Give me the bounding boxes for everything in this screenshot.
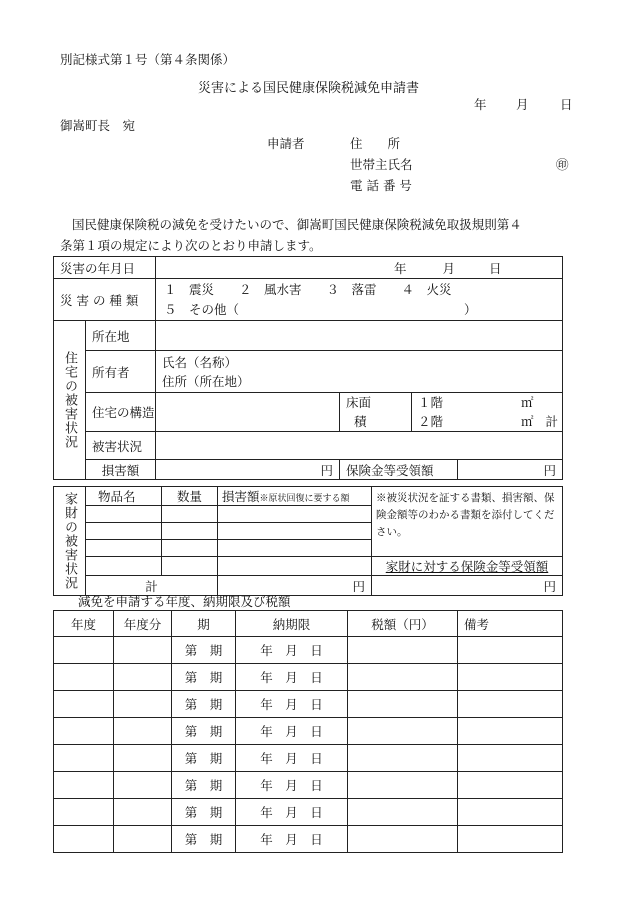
- damage-status-label: 被害状況: [86, 432, 156, 460]
- seal-mark: ㊞: [556, 157, 569, 172]
- loss-row-4[interactable]: [218, 557, 372, 576]
- year-portion-cell[interactable]: [114, 718, 172, 745]
- year-portion-cell[interactable]: [114, 745, 172, 772]
- year-portion-cell[interactable]: [114, 826, 172, 853]
- fiscal-year-cell[interactable]: [54, 691, 114, 718]
- disaster-type-label: 災 害 の 種 類: [54, 279, 156, 321]
- period-cell[interactable]: 第 期: [172, 826, 236, 853]
- loss-row-2[interactable]: [218, 523, 372, 540]
- structure-label: 住宅の構造: [86, 393, 156, 432]
- disaster-type-line1: １ 震災 ２ 風水害 ３ 落雷 ４ 火災: [164, 281, 452, 297]
- due-date-cell[interactable]: 年 月 日: [236, 664, 348, 691]
- remarks-cell[interactable]: [458, 664, 563, 691]
- owner-name-label: 氏名（名称）: [162, 354, 238, 370]
- col-due-date: 納期限: [236, 611, 348, 637]
- tax-table: [53, 610, 563, 853]
- remarks-cell[interactable]: [458, 637, 563, 664]
- col-period: 期: [172, 611, 236, 637]
- due-date-cell[interactable]: 年 月 日: [236, 718, 348, 745]
- housing-damage-label: 住宅の被害状況: [54, 321, 86, 480]
- household-sum-field[interactable]: 円: [218, 576, 372, 596]
- form-number: 別記様式第１号（第４条関係）: [60, 52, 236, 67]
- period-cell[interactable]: 第 期: [172, 637, 236, 664]
- period-cell[interactable]: 第 期: [172, 718, 236, 745]
- tax-amount-cell[interactable]: [348, 691, 458, 718]
- col-year-portion: 年度分: [114, 611, 172, 637]
- attachment-note: ※被災状況を証する書類、損害額、保険金額等のわかる書類を添付してください。: [372, 487, 563, 557]
- year-portion-cell[interactable]: [114, 691, 172, 718]
- year-portion-cell[interactable]: [114, 772, 172, 799]
- tax-amount-cell[interactable]: [348, 826, 458, 853]
- loss-row-1[interactable]: [218, 506, 372, 523]
- disaster-type-options[interactable]: [156, 279, 563, 321]
- disaster-type-line2: ５ その他（ ）: [164, 301, 477, 317]
- due-date-cell[interactable]: 年 月 日: [236, 745, 348, 772]
- period-cell[interactable]: 第 期: [172, 691, 236, 718]
- remarks-cell[interactable]: [458, 745, 563, 772]
- disaster-date-label: 災害の年月日: [54, 257, 156, 279]
- tax-row: [54, 772, 563, 799]
- qty-row-1[interactable]: [162, 506, 218, 523]
- tax-amount-cell[interactable]: [348, 637, 458, 664]
- qty-row-4[interactable]: [162, 557, 218, 576]
- damage-amount-label: 損害額: [86, 460, 156, 480]
- period-cell[interactable]: 第 期: [172, 799, 236, 826]
- tax-row: [54, 745, 563, 772]
- tax-row: [54, 826, 563, 853]
- fiscal-year-cell[interactable]: [54, 745, 114, 772]
- damage-amount-field[interactable]: 円: [156, 460, 340, 480]
- addressee: 御嵩町長 宛: [60, 118, 136, 133]
- tax-amount-cell[interactable]: [348, 799, 458, 826]
- item-row-1[interactable]: [86, 506, 162, 523]
- fiscal-year-cell[interactable]: [54, 826, 114, 853]
- year-portion-cell[interactable]: [114, 637, 172, 664]
- tax-amount-cell[interactable]: [348, 772, 458, 799]
- qty-row-3[interactable]: [162, 540, 218, 557]
- period-cell[interactable]: 第 期: [172, 664, 236, 691]
- qty-row-2[interactable]: [162, 523, 218, 540]
- intro-text-line2: 条第１項の規定により次のとおり申請します。: [60, 238, 322, 253]
- owner-address-label: 住所（所在地）: [162, 373, 250, 389]
- item-row-3[interactable]: [86, 540, 162, 557]
- item-row-4[interactable]: [86, 557, 162, 576]
- due-date-cell[interactable]: 年 月 日: [236, 691, 348, 718]
- remarks-cell[interactable]: [458, 826, 563, 853]
- structure-field[interactable]: [156, 393, 340, 432]
- loss-amount-header: 損害額※原状回復に要する額: [218, 487, 372, 506]
- applicant-label: 申請者: [267, 136, 305, 151]
- intro-text-line1: 国民健康保険税の減免を受けたいので、御嵩町国民健康保険税減免取扱規則第４: [72, 217, 522, 232]
- damage-status-field[interactable]: [156, 432, 563, 460]
- owner-label: 所有者: [86, 351, 156, 393]
- fiscal-year-cell[interactable]: [54, 664, 114, 691]
- date-day: 日: [560, 97, 573, 112]
- remarks-cell[interactable]: [458, 772, 563, 799]
- floor1-label: １階: [418, 395, 444, 410]
- location-label: 所在地: [86, 321, 156, 351]
- household-insurance-label: 家財に対する保険金等受領額: [372, 557, 563, 576]
- tax-section-heading: 減免を申請する年度、納期限及び税額: [78, 594, 291, 609]
- disaster-date-day: 日: [489, 260, 502, 276]
- fiscal-year-cell[interactable]: [54, 799, 114, 826]
- floor2-label: ２階: [418, 414, 444, 429]
- tax-row: [54, 718, 563, 745]
- disaster-date-month: 月: [442, 260, 456, 276]
- remarks-cell[interactable]: [458, 799, 563, 826]
- household-table: [53, 486, 563, 596]
- disaster-table: [53, 256, 563, 480]
- tax-row: [54, 664, 563, 691]
- tax-row: [54, 691, 563, 718]
- item-row-2[interactable]: [86, 523, 162, 540]
- disaster-date-year: 年: [394, 260, 407, 276]
- owner-field[interactable]: [156, 351, 563, 393]
- loss-row-3[interactable]: [218, 540, 372, 557]
- household-sum-label: 計: [86, 576, 218, 596]
- phone-label: 電 話 番 号: [350, 178, 412, 193]
- col-fiscal-year: 年度: [54, 611, 114, 637]
- fiscal-year-cell[interactable]: [54, 718, 114, 745]
- tax-amount-cell[interactable]: [348, 745, 458, 772]
- col-tax-amount: 税額（円）: [348, 611, 458, 637]
- remarks-cell[interactable]: [458, 718, 563, 745]
- due-date-cell[interactable]: 年 月 日: [236, 637, 348, 664]
- floor-total-label: 計: [545, 414, 559, 429]
- address-label: 住 所: [350, 136, 401, 151]
- householder-name-label: 世帯主氏名: [350, 157, 413, 172]
- col-remarks: 備考: [458, 611, 563, 637]
- form-title: 災害による国民健康保険税減免申請書: [198, 81, 420, 96]
- floor-area-field[interactable]: １階 ㎡ ２階 ㎡ 計: [412, 393, 563, 432]
- fiscal-year-cell[interactable]: [54, 772, 114, 799]
- floor-area-label: 床面 積: [340, 393, 412, 432]
- remarks-cell[interactable]: [458, 691, 563, 718]
- location-field[interactable]: [156, 321, 563, 351]
- item-name-header: 物品名: [86, 487, 162, 506]
- tax-row: [54, 799, 563, 826]
- tax-row: [54, 637, 563, 664]
- due-date-cell[interactable]: 年 月 日: [236, 772, 348, 799]
- disaster-date-field[interactable]: [156, 257, 563, 279]
- period-cell[interactable]: 第 期: [172, 772, 236, 799]
- due-date-cell[interactable]: 年 月 日: [236, 826, 348, 853]
- tax-amount-cell[interactable]: [348, 718, 458, 745]
- year-portion-cell[interactable]: [114, 664, 172, 691]
- tax-amount-cell[interactable]: [348, 664, 458, 691]
- date-month: 月: [516, 97, 529, 112]
- due-date-cell[interactable]: 年 月 日: [236, 799, 348, 826]
- insurance-field[interactable]: 円: [458, 460, 563, 480]
- fiscal-year-cell[interactable]: [54, 637, 114, 664]
- period-cell[interactable]: 第 期: [172, 745, 236, 772]
- household-damage-label: 家財の被害状況: [54, 487, 86, 596]
- year-portion-cell[interactable]: [114, 799, 172, 826]
- date-year: 年: [474, 97, 487, 112]
- household-insurance-field[interactable]: 円: [372, 576, 563, 596]
- quantity-header: 数量: [162, 487, 218, 506]
- insurance-label: 保険金等受領額: [340, 460, 458, 480]
